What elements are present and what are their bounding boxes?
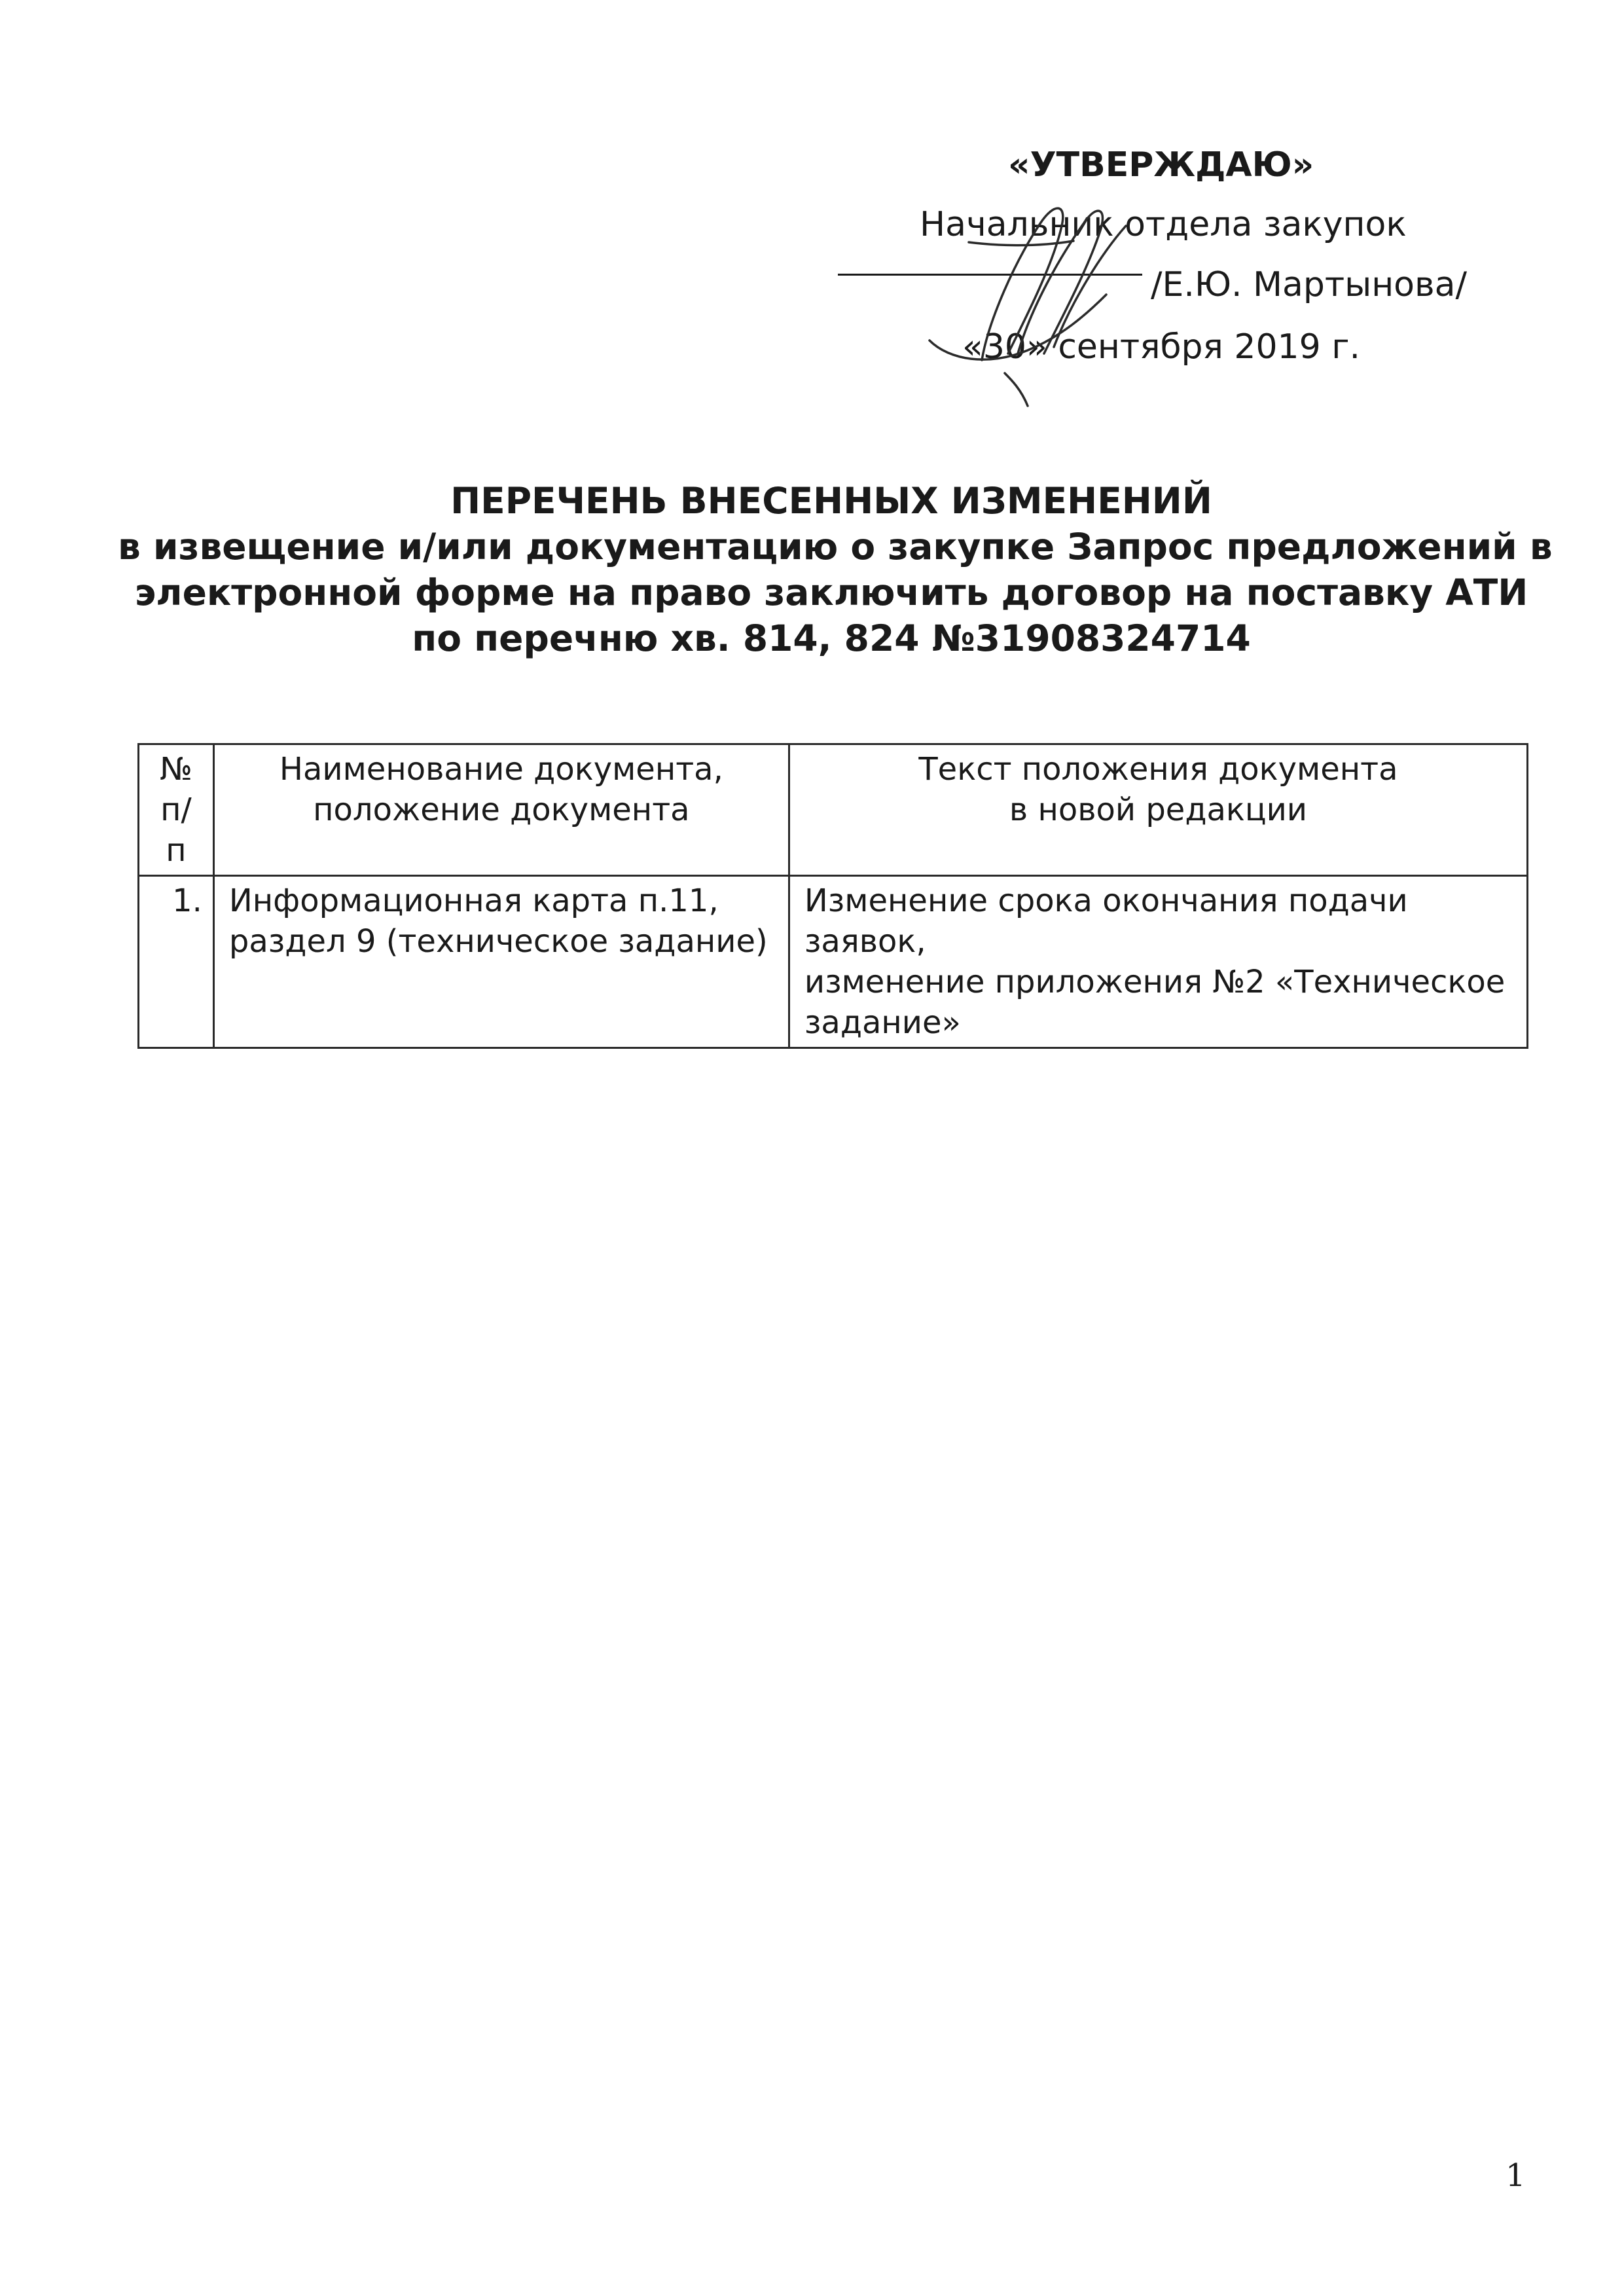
header-number: № п/ п: [139, 744, 214, 876]
document-heading: [118, 478, 1553, 661]
table-row: [139, 876, 1528, 1048]
table-header-row: [139, 744, 1528, 876]
row-number: 1.: [139, 876, 214, 1048]
header-new-text: Текст положения документа в новой редакции: [789, 744, 1527, 876]
row-document: Информационная карта п.11, раздел 9 (техническое задание): [213, 876, 789, 1048]
handwritten-signature: [890, 164, 1178, 412]
approval-title: «УТВЕРЖДАЮ»: [1008, 145, 1314, 185]
heading-title: ПЕРЕЧЕНЬ ВНЕСЕННЫХ ИЗМЕНЕНИЙ: [450, 480, 1212, 522]
approver-name: /Е.Ю. Мартынова/: [1151, 265, 1468, 304]
changes-table: [137, 743, 1528, 1049]
heading-line: в извещение и/или документацию о закупке Запрос предложений в: [118, 526, 1553, 568]
heading-line: электронной форме на право заключить договор на поставку АТИ: [134, 572, 1528, 613]
header-document: Наименование документа, положение документа: [213, 744, 789, 876]
row-new-text: Изменение срока окончания подачи заявок, изменение приложения №2 «Техническое задание»: [789, 876, 1527, 1048]
page-number: 1: [1506, 2157, 1526, 2194]
approver-position: Начальник отдела закупок: [920, 205, 1407, 244]
heading-line: по перечню хв. 814, 824 №31908324714: [412, 617, 1251, 659]
approval-date: «30» сентября 2019 г.: [962, 327, 1361, 367]
